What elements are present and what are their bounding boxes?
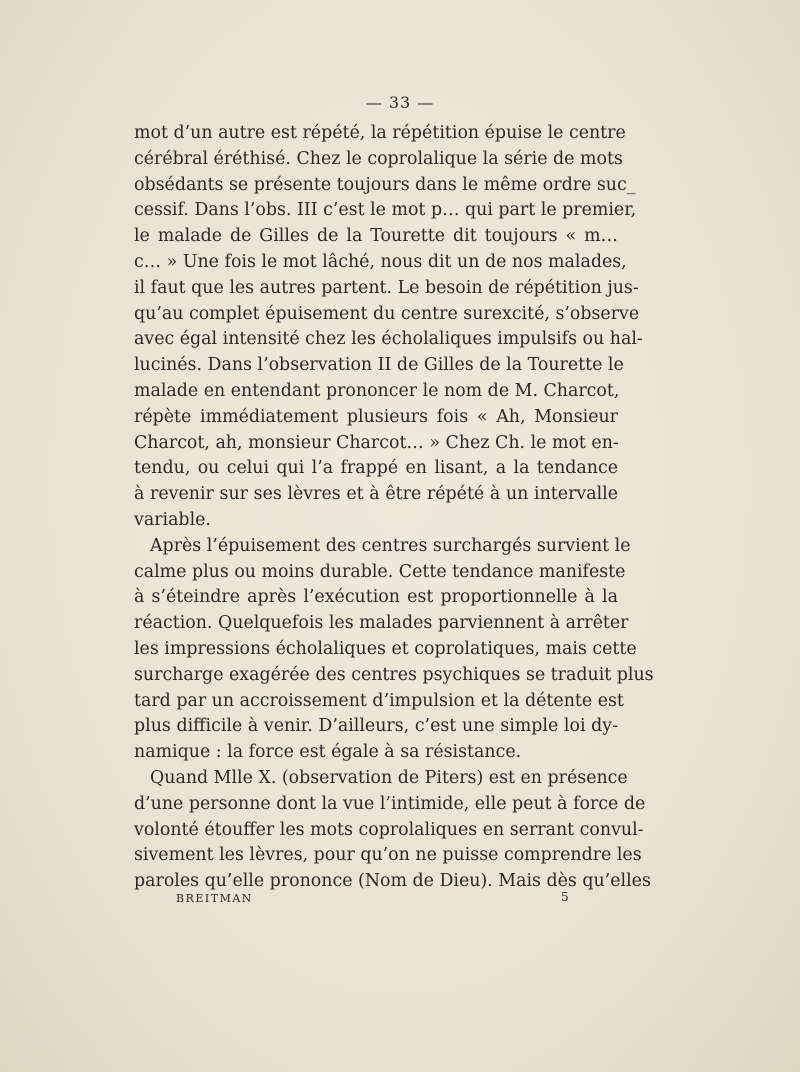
- text-line: qu’au complet épuisement du centre surexcité, s’observe: [134, 303, 640, 324]
- text-line: malade en entendant prononcer le nom de M. Charcot,: [134, 380, 620, 401]
- text-line: plus difficile à venir. D’ailleurs, c’est une simple loi dy-: [134, 716, 618, 737]
- text-line: sivement les lèvres, pour qu’on ne puisse comprendre les: [134, 845, 642, 866]
- text-line: il faut que les autres partent. Le besoin de répétition jus-: [134, 277, 639, 298]
- sheet-number: 5: [561, 890, 569, 904]
- text-line: Après l’épuisement des centres surchargés survient le: [150, 535, 631, 556]
- text-line: lucinés. Dans l’observation II de Gilles de la Tourette le: [134, 355, 624, 376]
- text-line: tendu, ou celui qui l’a frappé en lisant, a la tendance: [134, 458, 618, 479]
- page-number: — 33 —: [365, 93, 435, 112]
- text-line: volonté étouffer les mots coprolaliques en serrant convul-: [134, 819, 644, 840]
- body-text: [134, 121, 654, 895]
- text-line: cessif. Dans l’obs. III c’est le mot p… qui part le premier,: [134, 200, 637, 221]
- text-line: à s’éteindre après l’exécution est proportionnelle à la: [134, 587, 618, 608]
- text-line: c… » Une fois le mot lâché, nous dit un de nos malades,: [134, 251, 627, 272]
- text-line: tard par un accroissement d’impulsion et la détente est: [134, 690, 624, 711]
- text-line: obsédants se présente toujours dans le même ordre suc_: [134, 174, 636, 195]
- text-line: surcharge exagérée des centres psychiques se traduit plus: [134, 664, 654, 685]
- text-line: calme plus ou moins durable. Cette tendance manifeste: [134, 561, 626, 582]
- page-footer: [0, 890, 800, 910]
- text-line: cérébral éréthisé. Chez le coprolalique la série de mots: [134, 148, 623, 169]
- printer-signature: BREITMAN: [176, 892, 253, 905]
- text-line: à revenir sur ses lèvres et à être répété à un intervalle: [134, 484, 618, 505]
- text-line: répète immédiatement plusieurs fois « Ah, Monsieur: [134, 406, 618, 427]
- text-line: paroles qu’elle prononce (Nom de Dieu). Mais dès qu’elles: [134, 871, 651, 892]
- text-line: avec égal intensité chez les écholaliques impulsifs ou hal-: [134, 329, 643, 350]
- text-line: les impressions écholaliques et coprolatiques, mais cette: [134, 638, 637, 659]
- text-line: réaction. Quelquefois les malades parviennent à arrêter: [134, 613, 629, 634]
- text-line: Quand Mlle X. (observation de Piters) est en présence: [150, 767, 628, 788]
- text-line: d’une personne dont la vue l’intimide, elle peut à force de: [134, 793, 646, 814]
- text-line: mot d’un autre est répété, la répétition épuise le centre: [134, 123, 626, 143]
- text-line: Charcot, ah, monsieur Charcot… » Chez Ch. le mot en-: [134, 432, 619, 453]
- text-line: namique : la force est égale à sa résistance.: [134, 742, 522, 763]
- text-line: variable.: [134, 509, 211, 530]
- text-line: le malade de Gilles de la Tourette dit toujours « m…: [134, 226, 618, 247]
